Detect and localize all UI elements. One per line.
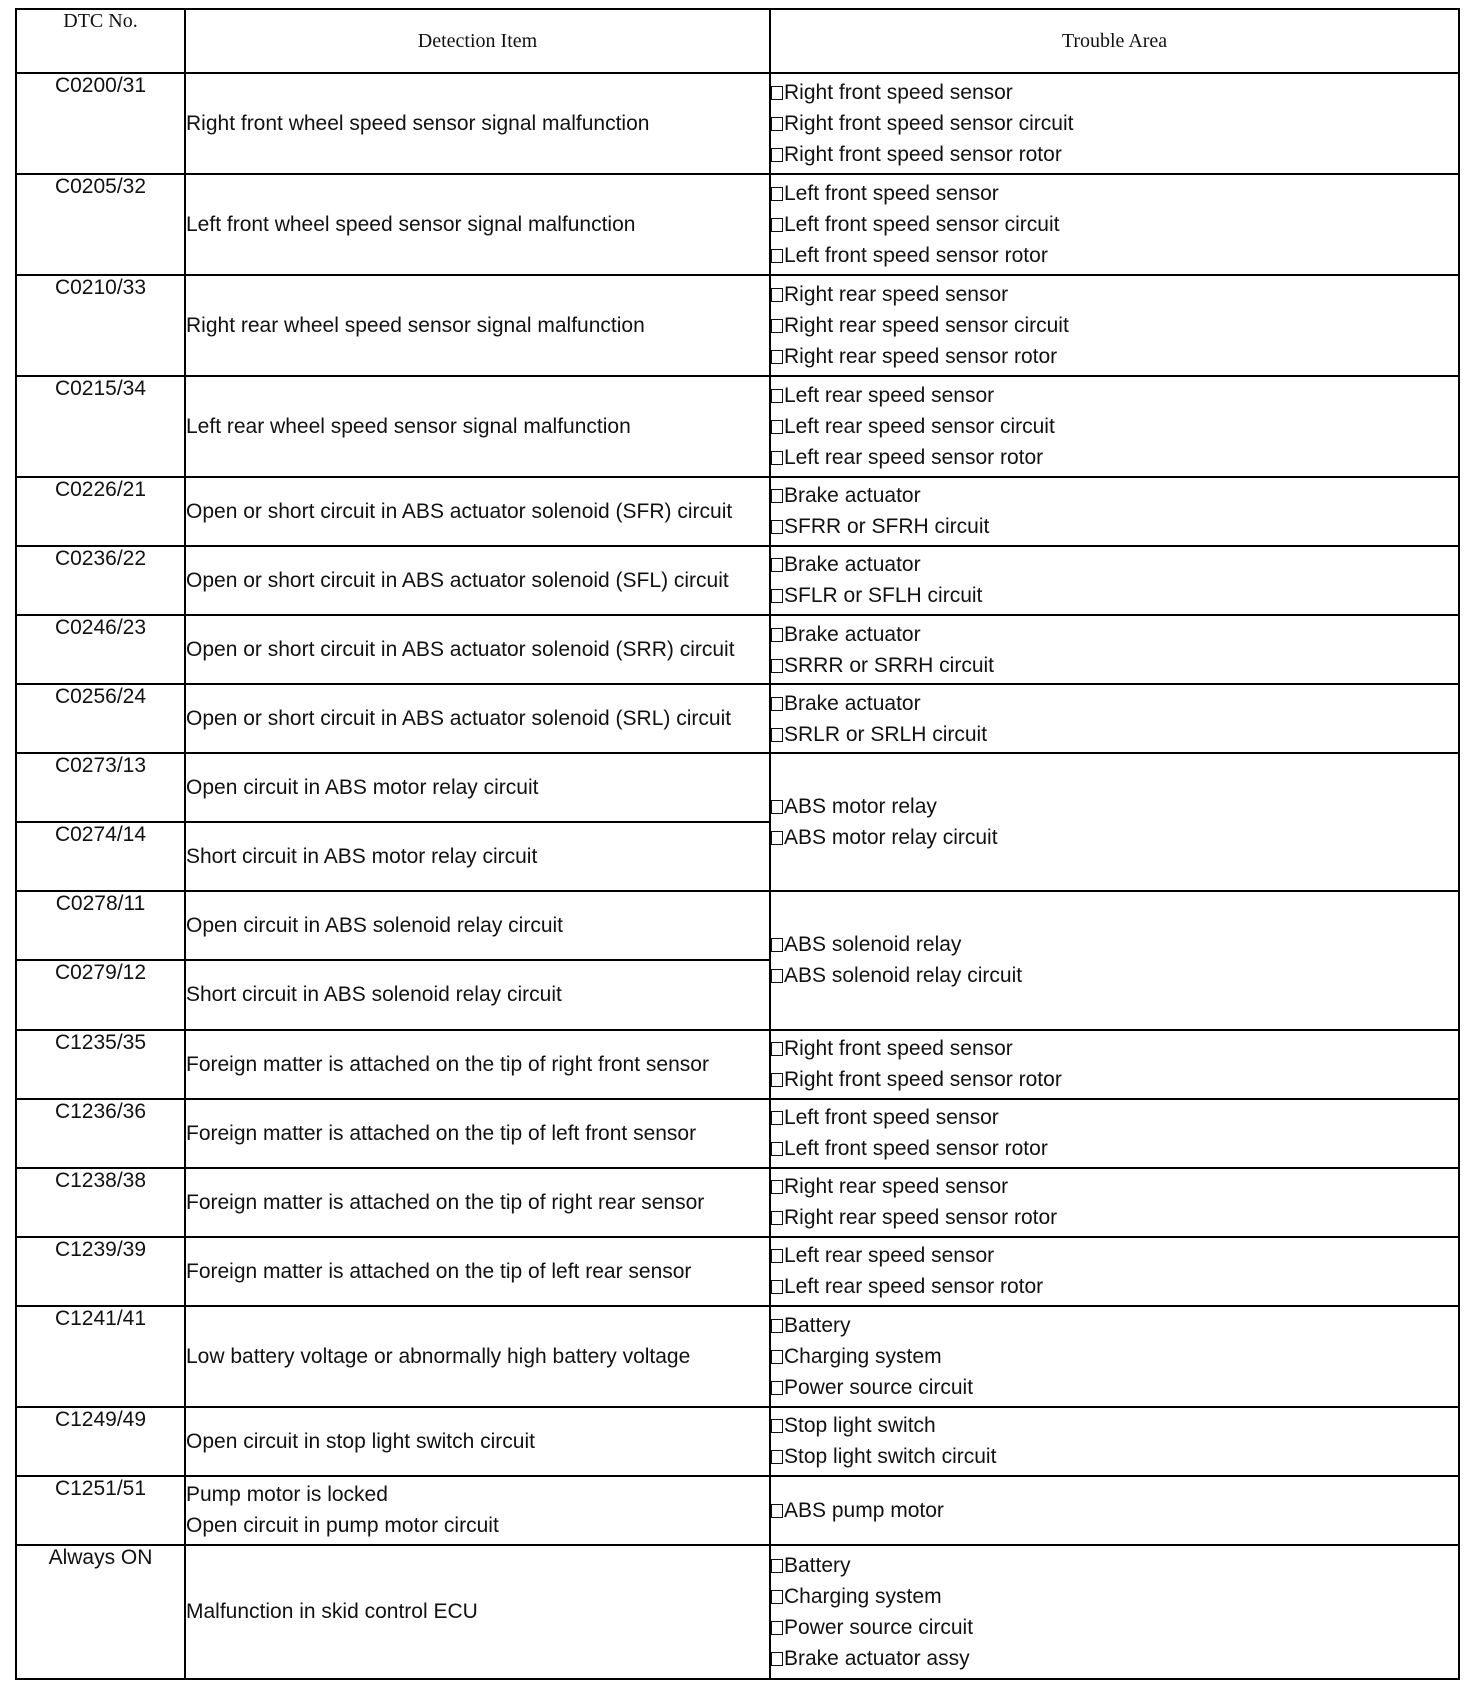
trouble-area: [770, 684, 1459, 753]
detection-item-line: Open circuit in ABS solenoid relay circuit: [186, 914, 564, 938]
trouble-area-text: Power source circuit: [784, 1375, 974, 1399]
trouble-area-entry: [771, 929, 1458, 960]
checkbox-square-icon: [771, 86, 783, 100]
trouble-area-entry: [771, 1495, 1458, 1526]
trouble-area-entry: [771, 791, 1458, 822]
trouble-area-text: Left rear speed sensor: [784, 383, 995, 407]
detection-item: [185, 1407, 770, 1476]
dtc-code: C1241/41: [16, 1306, 185, 1407]
dtc-code: C0274/14: [16, 822, 185, 891]
trouble-area: [770, 477, 1459, 546]
trouble-area-text: ABS solenoid relay: [784, 933, 962, 957]
table-row: [16, 684, 1459, 753]
detection-item-line: Open circuit in stop light switch circuit: [186, 1429, 535, 1453]
checkbox-square-icon: [771, 1419, 783, 1433]
trouble-area-entry: [771, 209, 1458, 240]
table-row: [16, 1476, 1459, 1545]
trouble-area-text: Battery: [784, 1553, 851, 1577]
detection-item-line: Foreign matter is attached on the tip of left rear sensor: [186, 1259, 692, 1283]
table-row: [16, 477, 1459, 546]
checkbox-square-icon: [771, 389, 783, 403]
trouble-area-entry: [771, 442, 1458, 473]
trouble-area: [770, 1545, 1459, 1679]
trouble-area-text: Left rear speed sensor rotor: [784, 1275, 1044, 1299]
table-row: [16, 174, 1459, 275]
dtc-code: C0273/13: [16, 753, 185, 822]
table-row: [16, 275, 1459, 376]
table-row: [16, 546, 1459, 615]
trouble-area: [770, 615, 1459, 684]
table-row: [16, 753, 1459, 822]
dtc-code: C0210/33: [16, 275, 185, 376]
dtc-code: C1239/39: [16, 1237, 185, 1306]
detection-item: [185, 822, 770, 891]
detection-item: [185, 477, 770, 546]
detection-item: [185, 1476, 770, 1545]
trouble-area-entry: [771, 1202, 1458, 1233]
table-row: [16, 73, 1459, 174]
detection-item: [185, 1306, 770, 1407]
trouble-area-entry: [771, 108, 1458, 139]
checkbox-square-icon: [771, 1111, 783, 1125]
checkbox-square-icon: [771, 728, 783, 742]
checkbox-square-icon: [771, 218, 783, 232]
trouble-area-entry: [771, 1341, 1458, 1372]
trouble-area: [770, 1237, 1459, 1306]
trouble-area-text: Right rear speed sensor rotor: [784, 344, 1058, 368]
trouble-area-text: ABS pump motor: [784, 1498, 944, 1522]
checkbox-square-icon: [771, 558, 783, 572]
checkbox-square-icon: [771, 1319, 783, 1333]
trouble-area-text: Right front speed sensor: [784, 80, 1013, 104]
detection-item-line: Open or short circuit in ABS actuator solenoid (SFL) circuit: [186, 568, 729, 592]
trouble-area-text: Right rear speed sensor: [784, 282, 1009, 306]
dtc-code: C1249/49: [16, 1407, 185, 1476]
dtc-code: C0256/24: [16, 684, 185, 753]
checkbox-square-icon: [771, 697, 783, 711]
trouble-area-text: Charging system: [784, 1344, 942, 1368]
checkbox-square-icon: [771, 659, 783, 673]
table-row: [16, 1306, 1459, 1407]
detection-item-line: Left front wheel speed sensor signal malfunction: [186, 212, 636, 236]
detection-item: [185, 615, 770, 684]
detection-item: [185, 174, 770, 275]
checkbox-square-icon: [771, 1042, 783, 1056]
trouble-area-text: SRLR or SRLH circuit: [784, 722, 988, 746]
trouble-area-entry: [771, 1372, 1458, 1403]
trouble-area-entry: [771, 480, 1458, 511]
trouble-area-entry: [771, 77, 1458, 108]
checkbox-square-icon: [771, 489, 783, 503]
detection-item: [185, 275, 770, 376]
table-row: [16, 1237, 1459, 1306]
trouble-area-text: Left front speed sensor circuit: [784, 212, 1060, 236]
dtc-code: C1235/35: [16, 1030, 185, 1099]
detection-item: [185, 1545, 770, 1679]
trouble-area-text: Right rear speed sensor circuit: [784, 313, 1069, 337]
checkbox-square-icon: [771, 831, 783, 845]
checkbox-square-icon: [771, 1450, 783, 1464]
dtc-code: C0279/12: [16, 960, 185, 1029]
trouble-area: [770, 174, 1459, 275]
detection-item: [185, 753, 770, 822]
detection-item-line: Right rear wheel speed sensor signal malfunction: [186, 313, 645, 337]
trouble-area-entry: [771, 411, 1458, 442]
checkbox-square-icon: [771, 350, 783, 364]
detection-item: [185, 546, 770, 615]
detection-item-line: Open or short circuit in ABS actuator solenoid (SRL) circuit: [186, 707, 732, 731]
trouble-area-entry: [771, 1612, 1458, 1643]
checkbox-square-icon: [771, 451, 783, 465]
dtc-code: C0278/11: [16, 891, 185, 960]
table-row: [16, 1030, 1459, 1099]
detection-item: [185, 684, 770, 753]
checkbox-square-icon: [771, 800, 783, 814]
dtc-code: Always ON: [16, 1545, 185, 1679]
trouble-area: [770, 753, 1459, 891]
trouble-area-text: Stop light switch: [784, 1414, 936, 1438]
checkbox-square-icon: [771, 589, 783, 603]
dtc-code: C0236/22: [16, 546, 185, 615]
trouble-area-text: Left front speed sensor rotor: [784, 1137, 1048, 1161]
table-row: [16, 891, 1459, 960]
trouble-area-text: Right front speed sensor: [784, 1037, 1013, 1061]
detection-item-line: Open circuit in ABS motor relay circuit: [186, 776, 539, 800]
detection-item-line: Malfunction in skid control ECU: [186, 1600, 478, 1624]
trouble-area-entry: [771, 1581, 1458, 1612]
trouble-area-entry: [771, 719, 1458, 750]
header-trouble-area: Trouble Area: [770, 9, 1459, 73]
detection-item-line: Pump motor is locked: [186, 1483, 388, 1507]
detection-item-line: Foreign matter is attached on the tip of right front sensor: [186, 1052, 709, 1076]
checkbox-square-icon: [771, 288, 783, 302]
detection-item-line: Foreign matter is attached on the tip of right rear sensor: [186, 1190, 705, 1214]
trouble-area-entry: [771, 549, 1458, 580]
trouble-area-entry: [771, 178, 1458, 209]
dtc-code: C0226/21: [16, 477, 185, 546]
checkbox-square-icon: [771, 1381, 783, 1395]
trouble-area: [770, 546, 1459, 615]
checkbox-square-icon: [771, 1559, 783, 1573]
trouble-area: [770, 275, 1459, 376]
table-row: [16, 615, 1459, 684]
dtc-code: C1236/36: [16, 1099, 185, 1168]
detection-item: [185, 1099, 770, 1168]
trouble-area-entry: [771, 688, 1458, 719]
trouble-area-entry: [771, 1643, 1458, 1674]
trouble-area-text: Left rear speed sensor: [784, 1244, 995, 1268]
checkbox-square-icon: [771, 249, 783, 263]
trouble-area-entry: [771, 619, 1458, 650]
trouble-area-text: Right front speed sensor rotor: [784, 1068, 1062, 1092]
trouble-area-entry: [771, 1171, 1458, 1202]
trouble-area: [770, 73, 1459, 174]
trouble-area-text: ABS motor relay: [784, 795, 937, 819]
table-row: [16, 1545, 1459, 1679]
trouble-area-entry: [771, 279, 1458, 310]
trouble-area-text: Charging system: [784, 1584, 942, 1608]
trouble-area-text: SRRR or SRRH circuit: [784, 653, 995, 677]
trouble-area-entry: [771, 1240, 1458, 1271]
trouble-area-text: Power source circuit: [784, 1615, 974, 1639]
trouble-area-text: Left front speed sensor: [784, 1106, 999, 1130]
detection-item: [185, 1030, 770, 1099]
trouble-area-entry: [771, 310, 1458, 341]
table-row: [16, 376, 1459, 477]
trouble-area-text: Left front speed sensor rotor: [784, 243, 1048, 267]
trouble-area-text: Battery: [784, 1313, 851, 1337]
detection-item-line: Right front wheel speed sensor signal malfunction: [186, 111, 650, 135]
table-row: [16, 1407, 1459, 1476]
detection-item: [185, 1237, 770, 1306]
trouble-area-text: Stop light switch circuit: [784, 1445, 997, 1469]
dtc-code: C0246/23: [16, 615, 185, 684]
checkbox-square-icon: [771, 938, 783, 952]
detection-item: [185, 376, 770, 477]
checkbox-square-icon: [771, 187, 783, 201]
header-row: [16, 9, 1459, 73]
dtc-code: C0200/31: [16, 73, 185, 174]
detection-item-line: Open circuit in pump motor circuit: [186, 1514, 499, 1538]
detection-item: [185, 73, 770, 174]
detection-item: [185, 1168, 770, 1237]
checkbox-square-icon: [771, 1180, 783, 1194]
trouble-area-text: ABS motor relay circuit: [784, 826, 998, 850]
checkbox-square-icon: [771, 1073, 783, 1087]
trouble-area-entry: [771, 1550, 1458, 1581]
dtc-table: [15, 8, 1460, 1680]
checkbox-square-icon: [771, 148, 783, 162]
checkbox-square-icon: [771, 1249, 783, 1263]
trouble-area-entry: [771, 1441, 1458, 1472]
trouble-area: [770, 1407, 1459, 1476]
header-detection-item: Detection Item: [185, 9, 770, 73]
detection-item-line: Low battery voltage or abnormally high battery voltage: [186, 1344, 691, 1368]
dtc-code: C0215/34: [16, 376, 185, 477]
trouble-area-text: ABS solenoid relay circuit: [784, 964, 1023, 988]
trouble-area-text: SFLR or SFLH circuit: [784, 584, 983, 608]
trouble-area-text: Left rear speed sensor circuit: [784, 414, 1055, 438]
trouble-area-entry: [771, 240, 1458, 271]
trouble-area-text: Brake actuator: [784, 622, 921, 646]
checkbox-square-icon: [771, 1621, 783, 1635]
checkbox-square-icon: [771, 1504, 783, 1518]
trouble-area: [770, 376, 1459, 477]
checkbox-square-icon: [771, 1350, 783, 1364]
trouble-area: [770, 1476, 1459, 1545]
trouble-area-entry: [771, 1310, 1458, 1341]
checkbox-square-icon: [771, 520, 783, 534]
trouble-area-text: Right front speed sensor circuit: [784, 111, 1074, 135]
checkbox-square-icon: [771, 969, 783, 983]
trouble-area-entry: [771, 139, 1458, 170]
checkbox-square-icon: [771, 1211, 783, 1225]
trouble-area-entry: [771, 1064, 1458, 1095]
table-row: [16, 1099, 1459, 1168]
trouble-area: [770, 1099, 1459, 1168]
trouble-area-entry: [771, 341, 1458, 372]
trouble-area-entry: [771, 511, 1458, 542]
detection-item: [185, 960, 770, 1029]
trouble-area-text: Right front speed sensor rotor: [784, 142, 1062, 166]
dtc-code: C0205/32: [16, 174, 185, 275]
detection-item-line: Open or short circuit in ABS actuator solenoid (SRR) circuit: [186, 638, 735, 662]
detection-item-line: Short circuit in ABS solenoid relay circuit: [186, 983, 562, 1007]
trouble-area-entry: [771, 380, 1458, 411]
checkbox-square-icon: [771, 319, 783, 333]
trouble-area: [770, 1030, 1459, 1099]
trouble-area-entry: [771, 1033, 1458, 1064]
trouble-area-entry: [771, 1102, 1458, 1133]
checkbox-square-icon: [771, 628, 783, 642]
header-dtc-no: DTC No.: [16, 9, 185, 73]
trouble-area-entry: [771, 960, 1458, 991]
detection-item-line: Foreign matter is attached on the tip of left front sensor: [186, 1121, 697, 1145]
trouble-area-entry: [771, 1271, 1458, 1302]
checkbox-square-icon: [771, 420, 783, 434]
detection-item: [185, 891, 770, 960]
detection-item-line: Left rear wheel speed sensor signal malfunction: [186, 414, 631, 438]
trouble-area: [770, 891, 1459, 1029]
trouble-area-entry: [771, 822, 1458, 853]
trouble-area-text: Left rear speed sensor rotor: [784, 445, 1044, 469]
trouble-area-text: Brake actuator: [784, 691, 921, 715]
trouble-area-text: Brake actuator: [784, 553, 921, 577]
trouble-area-text: Brake actuator assy: [784, 1646, 970, 1670]
dtc-code: C1251/51: [16, 1476, 185, 1545]
trouble-area-text: Brake actuator: [784, 484, 921, 508]
trouble-area-text: Right rear speed sensor rotor: [784, 1206, 1058, 1230]
detection-item-line: Open or short circuit in ABS actuator solenoid (SFR) circuit: [186, 499, 733, 523]
checkbox-square-icon: [771, 1590, 783, 1604]
checkbox-square-icon: [771, 1652, 783, 1666]
trouble-area-entry: [771, 1410, 1458, 1441]
dtc-code: C1238/38: [16, 1168, 185, 1237]
checkbox-square-icon: [771, 117, 783, 131]
trouble-area-entry: [771, 580, 1458, 611]
trouble-area-text: Right rear speed sensor: [784, 1175, 1009, 1199]
trouble-area-entry: [771, 1133, 1458, 1164]
checkbox-square-icon: [771, 1142, 783, 1156]
detection-item-line: Short circuit in ABS motor relay circuit: [186, 845, 538, 869]
table-row: [16, 1168, 1459, 1237]
trouble-area: [770, 1306, 1459, 1407]
trouble-area: [770, 1168, 1459, 1237]
trouble-area-entry: [771, 650, 1458, 681]
checkbox-square-icon: [771, 1280, 783, 1294]
trouble-area-text: Left front speed sensor: [784, 181, 999, 205]
trouble-area-text: SFRR or SFRH circuit: [784, 515, 990, 539]
